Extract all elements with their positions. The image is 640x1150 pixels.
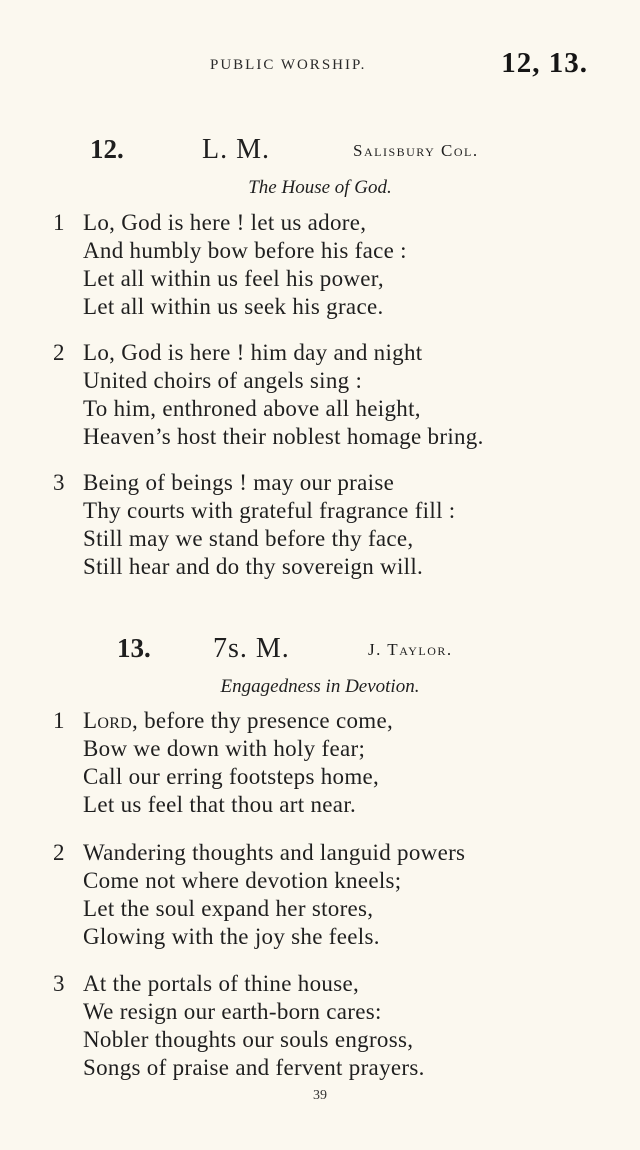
verse-line: Still hear and do thy sovereign will.	[83, 554, 424, 579]
verse-line: Lo, God is here ! him day and night	[83, 340, 423, 365]
hymn-meter: 7s. M.	[213, 633, 290, 664]
verse-line: Nobler thoughts our souls engross,	[83, 1027, 414, 1052]
verse-line: Let us feel that thou art near.	[83, 792, 357, 817]
verse-line: Bow we down with holy fear;	[83, 736, 366, 761]
verse-line: Let the soul expand her stores,	[83, 896, 374, 921]
verse-line: Let all within us seek his grace.	[83, 294, 384, 319]
verse-line	[83, 708, 393, 734]
verse-line: United choirs of angels sing :	[83, 368, 363, 393]
verse-line: Let all within us feel his power,	[83, 266, 384, 291]
verse-line: Being of beings ! may our praise	[83, 470, 395, 495]
verse-line: Wandering thoughts and languid powers	[83, 840, 466, 865]
stanza-number: 2	[53, 340, 65, 365]
hymn-number: 12.	[90, 134, 124, 164]
verse-line: At the portals of thine house,	[83, 971, 360, 996]
verse-line: Thy courts with grateful fragrance fill :	[83, 498, 456, 523]
hymn-meter: L. M.	[202, 134, 270, 165]
first-word-small-caps: Lord	[83, 708, 133, 733]
verse-line: Call our erring footsteps home,	[83, 764, 380, 789]
verse-line: Songs of praise and fervent prayers.	[83, 1055, 425, 1080]
page-number: 39	[313, 1088, 327, 1103]
verse-line: And humbly bow before his face :	[83, 238, 407, 263]
verse-line: Still may we stand before thy face,	[83, 526, 414, 551]
hymn-number: 13.	[117, 633, 151, 663]
stanza-number: 3	[53, 470, 65, 495]
running-title: PUBLIC WORSHIP.	[210, 57, 367, 73]
stanza-number: 3	[53, 971, 65, 996]
verse-line: We resign our earth-born cares:	[83, 999, 382, 1024]
stanza-number: 1	[53, 210, 65, 235]
hymn-12-heading	[0, 134, 640, 168]
verse-line: Lo, God is here ! let us adore,	[83, 210, 367, 235]
hymn-13-heading	[0, 633, 640, 667]
stanza-number: 1	[53, 708, 65, 733]
hymn-author: J. Taylor.	[368, 640, 453, 659]
verse-line: Glowing with the joy she feels.	[83, 924, 380, 949]
verse-line: Heaven’s host their noblest homage bring.	[83, 424, 484, 449]
verse-line: To him, enthroned above all height,	[83, 396, 421, 421]
verse-line: Come not where devotion kneels;	[83, 868, 402, 893]
first-line-rest: , before thy presence come,	[132, 708, 394, 733]
stanza-number: 2	[53, 840, 65, 865]
hymn-subtitle: The House of God.	[248, 177, 392, 198]
hymn-author: Salisbury Col.	[353, 141, 479, 160]
hymn-subtitle: Engagedness in Devotion.	[220, 676, 420, 697]
page-hymn-numbers: 12, 13.	[501, 47, 588, 79]
